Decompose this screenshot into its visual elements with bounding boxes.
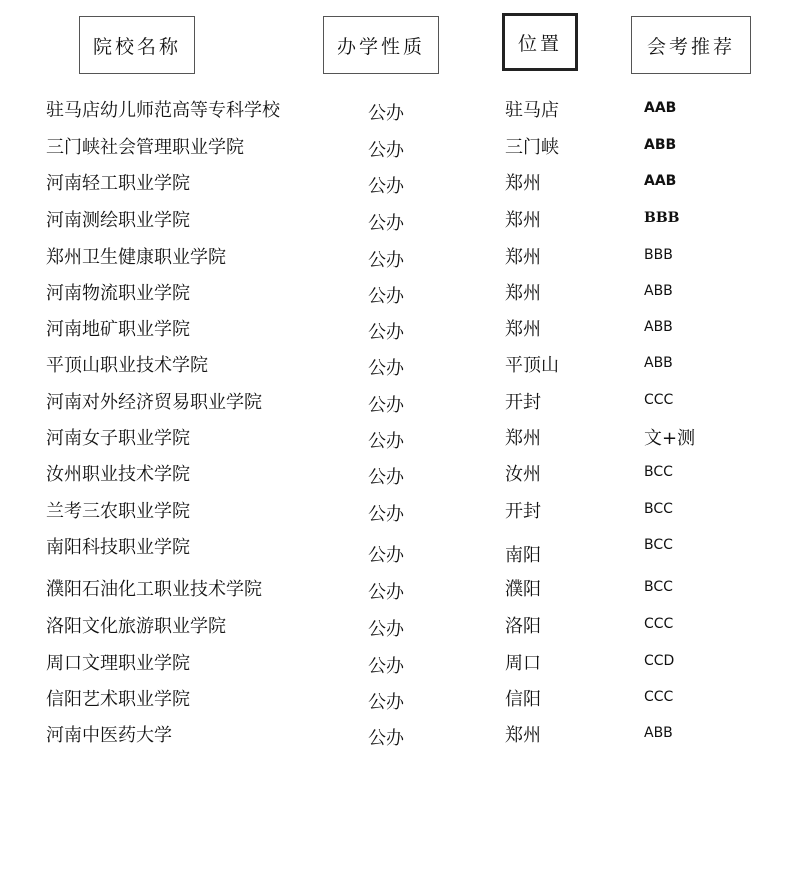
school-recommend: BCC <box>644 537 673 553</box>
school-location: 郑州 <box>505 319 541 340</box>
school-recommend: ABB <box>644 355 673 371</box>
school-location: 汝州 <box>505 464 541 485</box>
school-name: 驻马店幼儿师范高等专科学校 <box>46 100 280 121</box>
table-row <box>0 279 800 315</box>
school-location: 平顶山 <box>505 355 559 376</box>
school-location: 郑州 <box>505 247 541 268</box>
school-type: 公办 <box>368 395 404 416</box>
header-school-name <box>79 16 195 74</box>
school-type: 公办 <box>368 286 404 307</box>
school-name: 濮阳石油化工职业技术学院 <box>46 579 262 600</box>
school-type: 公办 <box>368 504 404 525</box>
school-type: 公办 <box>368 358 404 379</box>
school-recommend: CCD <box>644 653 675 669</box>
school-name: 河南中医药大学 <box>46 725 172 746</box>
school-recommend: BCC <box>644 464 673 480</box>
school-name: 兰考三农职业学院 <box>46 501 190 522</box>
school-name: 南阳科技职业学院 <box>46 537 190 558</box>
school-name: 河南对外经济贸易职业学院 <box>46 392 262 413</box>
table-row <box>0 533 800 569</box>
school-type: 公办 <box>368 619 404 640</box>
school-type: 公办 <box>368 692 404 713</box>
school-type: 公办 <box>368 582 404 603</box>
school-recommend: CCC <box>644 616 674 632</box>
school-location: 郑州 <box>505 725 541 746</box>
school-type: 公办 <box>368 656 404 677</box>
school-type: 公办 <box>368 176 404 197</box>
school-name: 河南物流职业学院 <box>46 283 190 304</box>
header-school-type-label: 办学性质 <box>336 35 425 58</box>
school-type: 公办 <box>368 213 404 234</box>
school-recommend: ABB <box>644 283 673 299</box>
school-location: 郑州 <box>505 210 541 231</box>
school-location: 开封 <box>505 392 541 413</box>
school-recommend: ABB <box>644 725 673 741</box>
school-recommend: CCC <box>644 392 674 408</box>
school-location: 信阳 <box>505 689 541 710</box>
table-row <box>0 96 800 132</box>
school-location: 郑州 <box>505 428 541 449</box>
table-row <box>0 497 800 533</box>
table-row <box>0 133 800 169</box>
school-recommend: 文+测 <box>644 428 696 449</box>
school-name: 郑州卫生健康职业学院 <box>46 247 226 268</box>
school-name: 洛阳文化旅游职业学院 <box>46 616 226 637</box>
school-name: 三门峡社会管理职业学院 <box>46 137 244 158</box>
school-name: 河南轻工职业学院 <box>46 173 190 194</box>
school-type: 公办 <box>368 545 404 566</box>
school-location: 开封 <box>505 501 541 522</box>
school-name: 河南女子职业学院 <box>46 428 190 449</box>
school-location: 洛阳 <box>505 616 541 637</box>
school-type: 公办 <box>368 728 404 749</box>
school-recommend: ABB <box>644 319 673 335</box>
school-name: 河南地矿职业学院 <box>46 319 190 340</box>
table-row <box>0 424 800 460</box>
header-school-name-label: 院校名称 <box>92 35 181 58</box>
header-location <box>502 13 578 71</box>
header-recommend <box>631 16 751 74</box>
table-row <box>0 315 800 351</box>
table-row <box>0 685 800 721</box>
school-recommend: AAB <box>644 173 677 189</box>
school-recommend: BCC <box>644 579 673 595</box>
table-row <box>0 721 800 757</box>
school-location: 郑州 <box>505 173 541 194</box>
table-row <box>0 460 800 496</box>
school-type: 公办 <box>368 322 404 343</box>
header-school-type <box>323 16 439 74</box>
school-recommend: AAB <box>644 100 677 116</box>
table-row <box>0 206 800 242</box>
school-name: 周口文理职业学院 <box>46 653 190 674</box>
school-location: 濮阳 <box>505 579 541 600</box>
school-type: 公办 <box>368 250 404 271</box>
table-row <box>0 575 800 611</box>
school-name: 平顶山职业技术学院 <box>46 355 208 376</box>
table-row <box>0 169 800 205</box>
school-name: 汝州职业技术学院 <box>46 464 190 485</box>
school-location: 周口 <box>505 653 541 674</box>
school-recommend: ABB <box>644 137 677 153</box>
school-location: 驻马店 <box>505 100 559 121</box>
school-location: 郑州 <box>505 283 541 304</box>
table-row <box>0 351 800 387</box>
school-recommend: BBB <box>644 247 673 263</box>
table-row <box>0 649 800 685</box>
school-location: 三门峡 <box>505 137 559 158</box>
school-recommend: BBB <box>644 210 680 226</box>
table-row <box>0 388 800 424</box>
header-location-label: 位置 <box>517 32 562 55</box>
header-recommend-label: 会考推荐 <box>646 35 735 58</box>
school-name: 信阳艺术职业学院 <box>46 689 190 710</box>
table-row <box>0 612 800 648</box>
table-row <box>0 243 800 279</box>
school-type: 公办 <box>368 140 404 161</box>
school-type: 公办 <box>368 467 404 488</box>
school-recommend: BCC <box>644 501 673 517</box>
school-type: 公办 <box>368 103 404 124</box>
school-name: 河南测绘职业学院 <box>46 210 190 231</box>
school-recommend: CCC <box>644 689 674 705</box>
school-location: 南阳 <box>505 545 541 566</box>
school-type: 公办 <box>368 431 404 452</box>
